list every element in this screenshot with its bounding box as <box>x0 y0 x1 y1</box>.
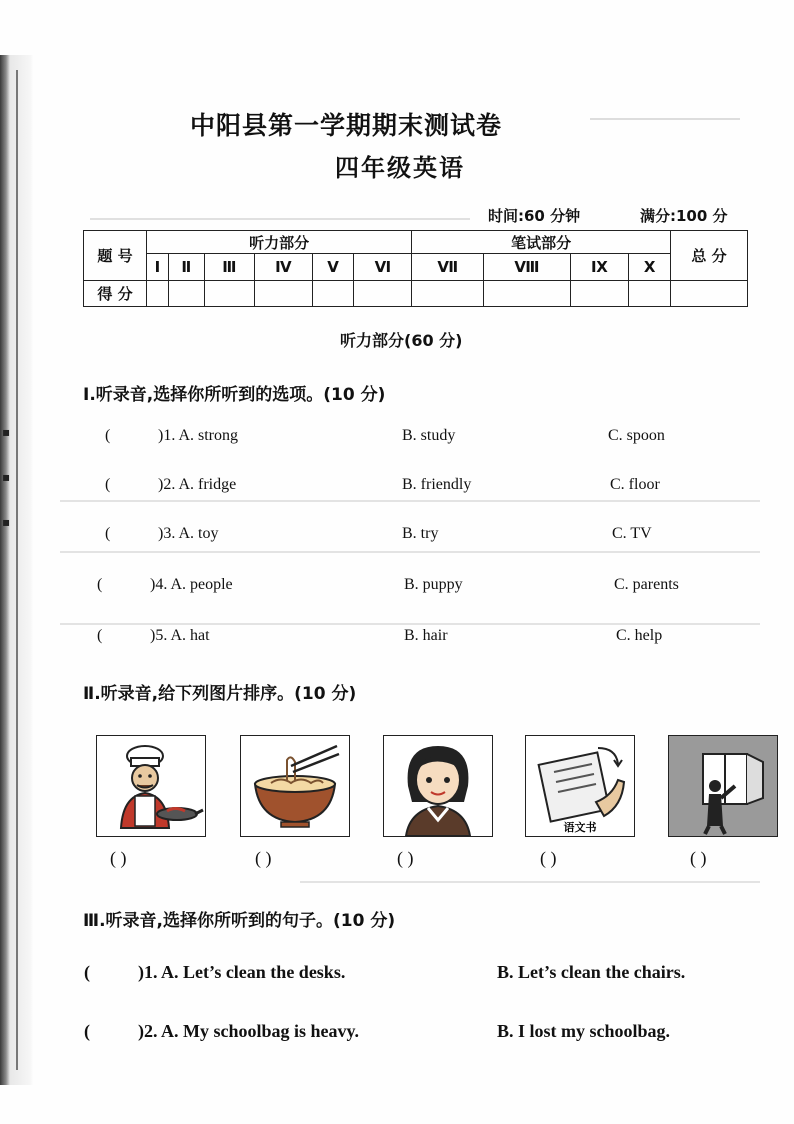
part3-question <box>0 1021 794 1047</box>
noodles-picture <box>240 735 350 837</box>
table-col-numeral: Ⅹ <box>629 254 671 281</box>
part1-question <box>0 525 794 549</box>
option-c: C. floor <box>610 476 660 493</box>
option-b: B. try <box>402 525 439 542</box>
bleed-through <box>90 212 470 226</box>
score-cell[interactable] <box>412 281 484 307</box>
window-picture <box>668 735 778 837</box>
picture-answer-paren[interactable]: ( ) <box>397 848 414 868</box>
margin-mark: ▪ <box>2 470 11 484</box>
table-header-writing: 笔试部分 <box>412 231 671 254</box>
table-col-numeral: Ⅳ <box>254 254 312 281</box>
cook-picture <box>96 735 206 837</box>
option-a: )1. A. Let’s clean the desks. <box>138 962 346 982</box>
part1-question <box>0 476 794 500</box>
option-b: B. hair <box>404 627 448 644</box>
part1-question <box>0 627 794 651</box>
answer-paren[interactable]: ( <box>105 427 111 444</box>
scan-fold-line <box>16 70 18 1070</box>
answer-paren[interactable]: ( <box>84 962 90 982</box>
score-cell[interactable] <box>254 281 312 307</box>
answer-paren[interactable]: ( <box>105 476 111 493</box>
option-c: C. TV <box>612 525 652 542</box>
part1-question <box>0 427 794 451</box>
score-cell[interactable] <box>204 281 254 307</box>
picture-answer-paren[interactable]: ( ) <box>255 848 272 868</box>
option-b: B. friendly <box>402 476 472 493</box>
answer-paren[interactable]: ( <box>84 1021 90 1041</box>
table-header-total: 总 分 <box>671 231 748 281</box>
table-col-numeral: Ⅷ <box>484 254 570 281</box>
option-a: )5. A. hat <box>150 627 210 644</box>
score-cell-total[interactable] <box>671 281 748 307</box>
answer-paren[interactable]: ( <box>97 576 103 593</box>
score-cell[interactable] <box>312 281 354 307</box>
score-cell[interactable] <box>147 281 169 307</box>
table-header-listening: 听力部分 <box>147 231 412 254</box>
option-b: B. study <box>402 427 456 444</box>
picture-answer-paren[interactable]: ( ) <box>690 848 707 868</box>
option-b: B. I lost my schoolbag. <box>497 1021 671 1041</box>
option-c: C. spoon <box>608 427 665 444</box>
picture-answer-paren[interactable]: ( ) <box>540 848 557 868</box>
option-b: B. Let’s clean the chairs. <box>497 962 686 982</box>
part3-question <box>0 962 794 988</box>
score-cell[interactable] <box>354 281 412 307</box>
score-table <box>83 230 748 307</box>
bleed-through <box>300 875 760 889</box>
book-caption: 语文书 <box>563 821 597 834</box>
part1-heading: Ⅰ.听录音,选择你所听到的选项。(10 分) <box>83 385 386 405</box>
option-a: )1. A. strong <box>158 427 238 444</box>
exam-title: 中阳县第一学期期末测试卷 <box>190 111 503 140</box>
score-cell[interactable] <box>570 281 629 307</box>
table-col-numeral: Ⅱ <box>168 254 204 281</box>
table-col-numeral: Ⅲ <box>204 254 254 281</box>
exam-subtitle: 四年级英语 <box>335 154 465 182</box>
option-b: B. puppy <box>404 576 463 593</box>
time-limit: 时间:60 分钟 <box>488 207 581 225</box>
picture-answer-paren[interactable]: ( ) <box>110 848 127 868</box>
full-score: 满分:100 分 <box>640 207 728 225</box>
answer-paren[interactable]: ( <box>105 525 111 542</box>
option-a: )4. A. people <box>150 576 233 593</box>
table-label-score: 得 分 <box>84 281 147 307</box>
score-cell[interactable] <box>168 281 204 307</box>
section-title-listening: 听力部分(60 分) <box>340 331 463 350</box>
bleed-through <box>590 112 740 126</box>
option-c: C. parents <box>614 576 679 593</box>
table-col-numeral: Ⅶ <box>412 254 484 281</box>
margin-mark: ▪ <box>2 425 11 439</box>
book-picture <box>525 735 635 837</box>
girl-picture <box>383 735 493 837</box>
option-a: )3. A. toy <box>158 525 219 542</box>
table-col-numeral: Ⅸ <box>570 254 629 281</box>
table-col-numeral: Ⅵ <box>354 254 412 281</box>
part3-heading: Ⅲ.听录音,选择你所听到的句子。(10 分) <box>83 911 396 931</box>
option-c: C. help <box>616 627 663 644</box>
table-label-question-number: 题 号 <box>84 231 147 281</box>
score-cell[interactable] <box>629 281 671 307</box>
margin-mark: ▪ <box>2 515 11 529</box>
table-col-numeral: Ⅴ <box>312 254 354 281</box>
option-a: )2. A. fridge <box>158 476 237 493</box>
answer-paren[interactable]: ( <box>97 627 103 644</box>
part2-heading: Ⅱ.听录音,给下列图片排序。(10 分) <box>83 684 357 704</box>
table-col-numeral: Ⅰ <box>147 254 169 281</box>
part1-question <box>0 576 794 600</box>
score-cell[interactable] <box>484 281 570 307</box>
option-a: )2. A. My schoolbag is heavy. <box>138 1021 360 1041</box>
